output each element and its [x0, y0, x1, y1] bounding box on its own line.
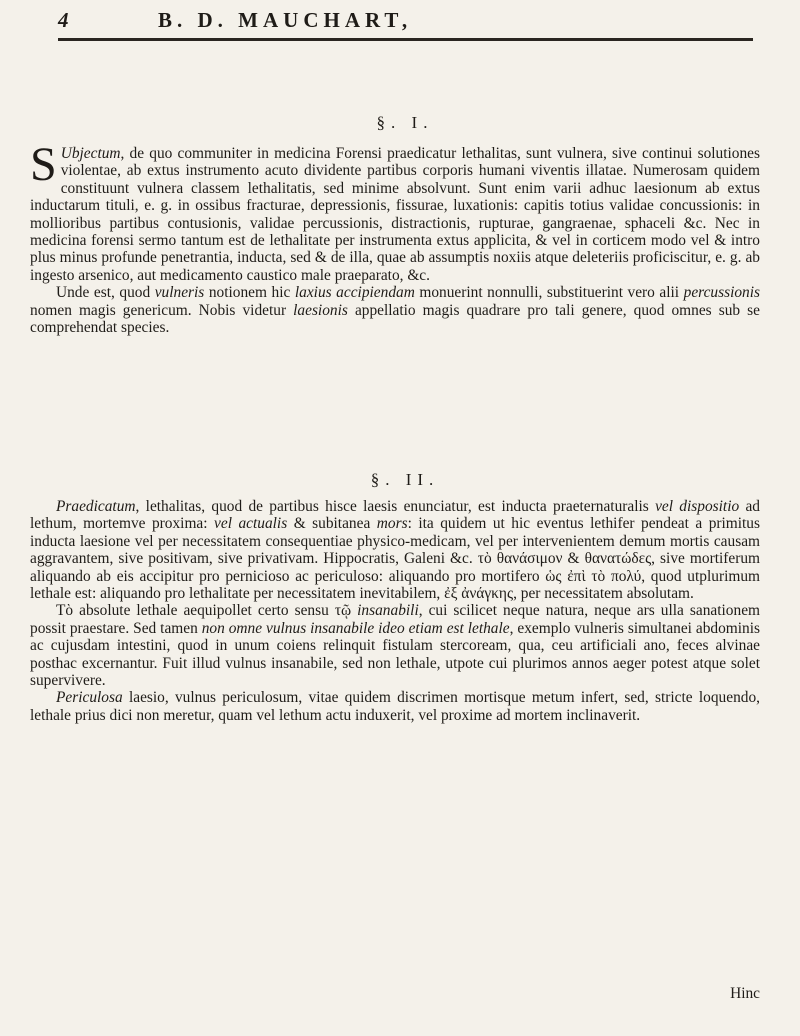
paragraph-text: Τὸ absolute lethale aequipollet certo sensu τῷ [56, 602, 358, 620]
paragraph-text: , lethalitas, quod de partibus hisce laesis enunciatur, est inducta praeternaturalis [135, 498, 656, 515]
italic-term: vulneris [154, 284, 205, 302]
drop-cap: S [30, 138, 57, 191]
paragraph-text: , de quo communiter in medicina Forensi praedicatur lethalitas, sunt vulnera, sive continui solutiones violentae, ab extus instrumento acuto dividente partibus corporis humani viventis illatae. Numerosam quidem constituunt vulnera classem lethalitatis, sed minime absolvunt. Sunt enim varii adhuc laesionum ab extus inductarum tituli, e. g. in ossibus fracturae, depressionis, fissurae, luxationis: capitis totius validae concussionis: in mollioribus partibus contusionis, validae percussionis, distractionis, rupturae, gangraenae, sphaceli &c. Nec in medicina forensi sermo tantum est de lethalitate per instrumenta extus applicita, & vel in corticem modo vel & intro plus minus profunde penetrantia, inducta, sed & de illa, quae ab assumptis noxiis atque deleteriis proficiscitur, e. g. ab ingesto arsenico, aut medicamento caustico male praeparato, &c. [30, 145, 760, 284]
catchword: Hinc [730, 985, 760, 1002]
paragraph [30, 689, 760, 724]
italic-term: Periculosa [56, 689, 123, 707]
italic-term: laesionis [293, 301, 348, 319]
italic-term: percussionis [683, 284, 761, 302]
italic-term: non omne vulnus insanabile ideo etiam est lethale [201, 619, 510, 637]
paragraph-text: monuerint nonnulli, substituerint vero alii [414, 284, 684, 302]
italic-term: mors [376, 515, 408, 533]
paragraph [30, 498, 760, 602]
section-1-body [30, 138, 761, 337]
italic-term: vel actualis [214, 515, 288, 533]
paragraph-text: , exemplo vulneris simultanei abdominis ac cujusdam intestini, quod in unum coiens relinquit fistulam stercoream, qua, ceu artificiali ano, feces alvinae posthac excernantur. Fuit illud vulnus insanabile, sed non lethale, utpote cui plurimos annos aeger potest atque solet supervivere. [30, 619, 761, 690]
header-rule [58, 38, 753, 41]
section-2-body [30, 498, 760, 724]
italic-term: vel dispositio [655, 498, 740, 515]
italic-term: Ubjectum [60, 145, 121, 162]
paragraph-text: notionem hic [204, 284, 295, 302]
italic-term: Praedicatum [56, 498, 136, 515]
paragraph [30, 138, 760, 284]
paragraph-text: laesio, vulnus periculosum, vitae quidem discrimen mortisque metum infert, sed, stricte loquendo, lethale prius dici non meretur, quam vel lethum actu induxerit, vel proxime ad mortem inclinaverit. [30, 689, 760, 724]
running-head: B. D. MAUCHART, [158, 8, 413, 32]
page-number: 4 [58, 8, 69, 32]
italic-term: insanabili [357, 602, 419, 620]
paragraph [30, 602, 760, 689]
italic-term: laxius accipiendam [294, 284, 415, 302]
section-mark-2: §. II. [370, 470, 440, 489]
paragraph-text: Unde est, quod [56, 284, 155, 302]
paragraph-text: : ita quidem ut hic eventus lethifer pendeat a primitus inducta laesione vel per necessitatem consequentiae physico-medicam, vel per intervenientem demum mortis causam aggravantem, sive positivam, sive privativam. Hippocratis, Galeni &c. τὸ θανάσιμον & θανατώδες, sive mortiferum aliquando ab eis accipitur pro pernicioso ac periculoso: aliquando pro mortifero ὡς ἐπὶ τὸ πολύ, quod utplurimum lethale est: aliquando pro lethalitate per necessitatem inevitabilem, ἐξ ἀνάγκης, per necessitatem absolutam. [30, 515, 760, 603]
section-mark-1: §. I. [376, 113, 434, 132]
paragraph-text: appellatio magis quadrare pro tali genere, quod omnes sub se comprehendat species. [30, 301, 760, 337]
paragraph-text: & subitanea [287, 515, 377, 533]
paragraph-text: nomen magis genericum. Nobis videtur [30, 301, 294, 319]
paragraph [30, 284, 760, 336]
paragraph-text: , cui scilicet neque natura, neque ars ulla sanationem possit praestare. Sed tamen [30, 602, 760, 637]
page-header [58, 8, 758, 34]
paragraph-text: ad lethum, mortemve proxima: [30, 498, 760, 533]
